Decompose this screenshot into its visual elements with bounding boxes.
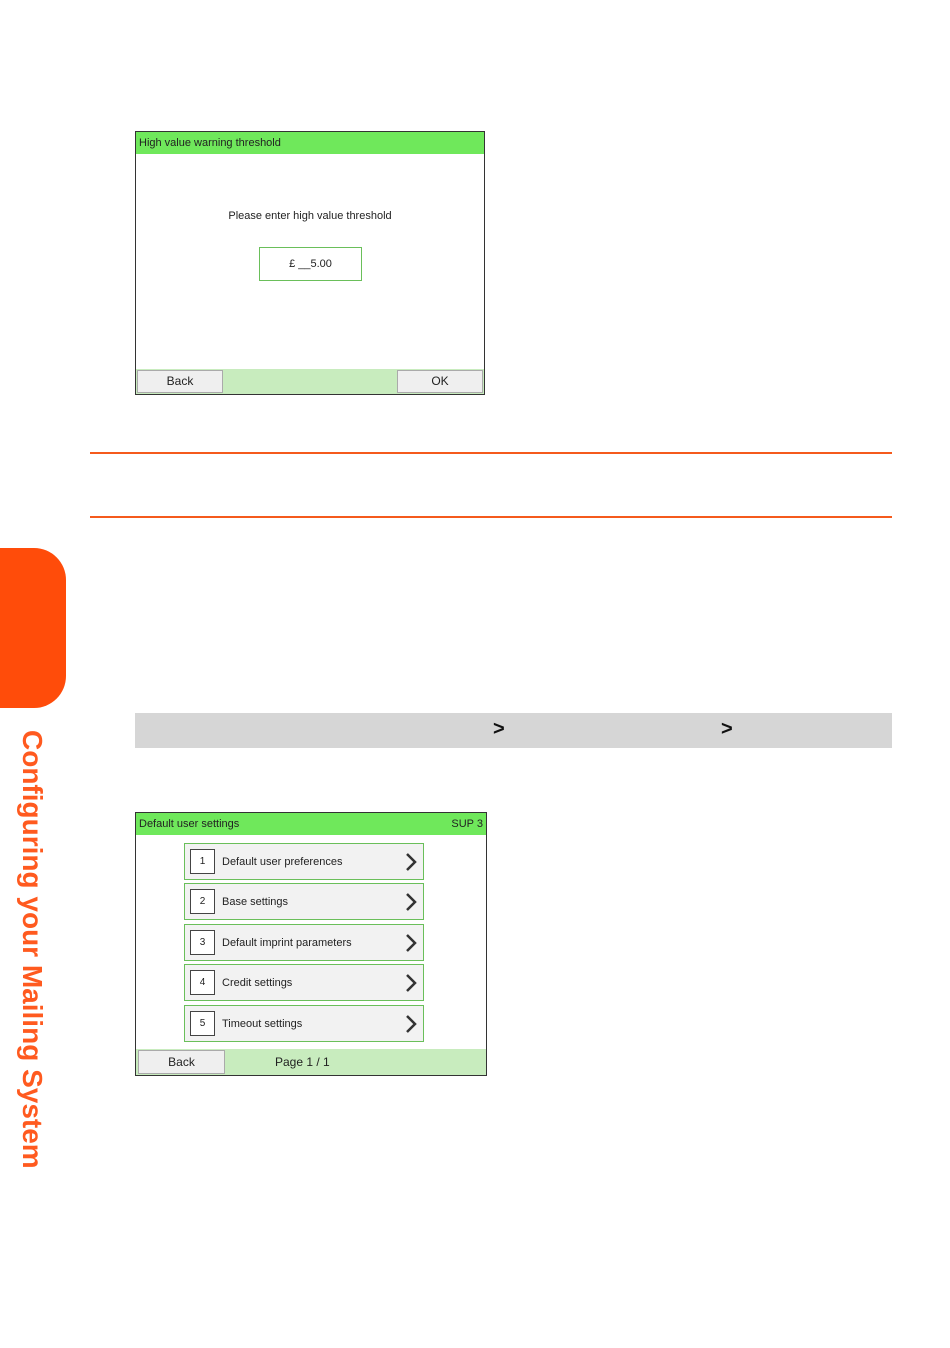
item-number: 4: [190, 970, 215, 995]
item-number: 3: [190, 930, 215, 955]
item-label: Default imprint parameters: [222, 937, 352, 949]
screen-title: High value warning threshold: [136, 132, 484, 154]
ok-button[interactable]: OK: [397, 370, 483, 393]
menu-item-default-user-preferences[interactable]: [184, 843, 424, 880]
item-number: 1: [190, 849, 215, 874]
chevron-right-icon: [404, 1014, 418, 1034]
chevron-right-icon: [404, 892, 418, 912]
menu-path-bar: [135, 713, 892, 748]
item-label: Credit settings: [222, 977, 293, 989]
page-indicator: Page 1 / 1: [275, 1055, 330, 1069]
threshold-prompt: Please enter high value threshold: [228, 210, 392, 222]
item-label: Timeout settings: [222, 1018, 303, 1030]
note-rule-top: [90, 452, 892, 454]
item-label: Base settings: [222, 896, 289, 908]
menu-item-credit-settings[interactable]: [184, 964, 424, 1001]
path-separator-icon: >: [493, 718, 505, 740]
screen-footer: [136, 1049, 486, 1075]
chevron-right-icon: [404, 973, 418, 993]
path-separator-icon: >: [721, 718, 733, 740]
note-rule-bottom: [90, 516, 892, 518]
threshold-input[interactable]: £ __5.00: [259, 247, 362, 281]
menu-item-default-imprint-parameters[interactable]: [184, 924, 424, 961]
default-user-settings-screen: [135, 812, 487, 1076]
chevron-right-icon: [404, 933, 418, 953]
screen-title: Default user settings: [139, 818, 240, 830]
screen-code: SUP 3: [451, 818, 483, 830]
chapter-label: Configuring your Mailing System: [17, 730, 48, 1169]
chapter-tab: [0, 548, 66, 708]
item-number: 5: [190, 1011, 215, 1036]
back-button[interactable]: Back: [137, 370, 223, 393]
back-button[interactable]: Back: [138, 1050, 225, 1074]
threshold-screen: [135, 131, 485, 395]
item-label: Default user preferences: [222, 856, 343, 868]
screen-footer: [136, 369, 484, 394]
menu-item-timeout-settings[interactable]: [184, 1005, 424, 1042]
screen-title-bar: [136, 813, 486, 835]
menu-item-base-settings[interactable]: [184, 883, 424, 920]
chevron-right-icon: [404, 852, 418, 872]
item-number: 2: [190, 889, 215, 914]
